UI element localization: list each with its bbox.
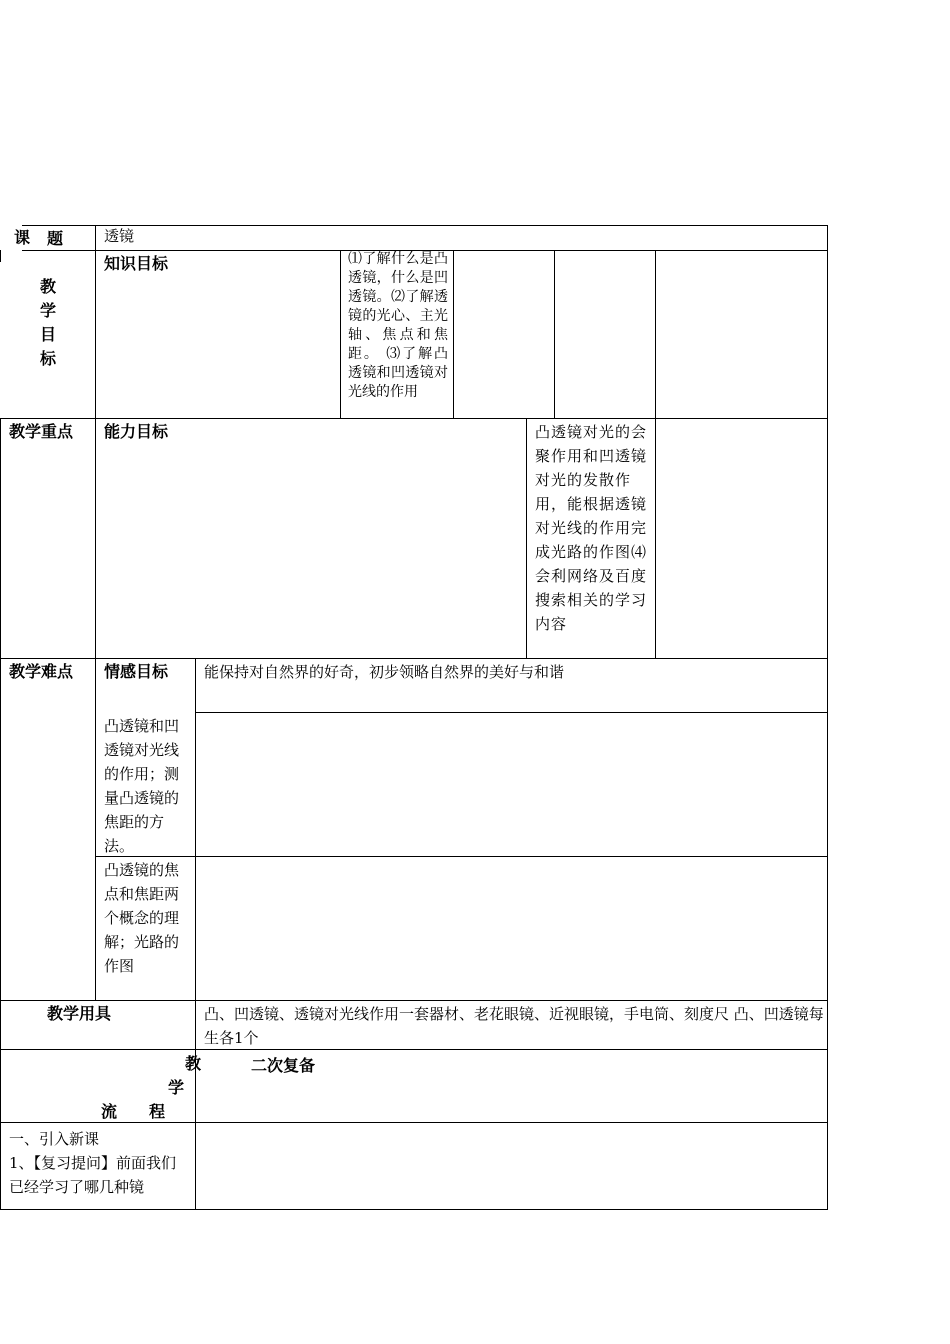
table-line — [655, 250, 656, 658]
goals-char: 目 — [39, 325, 56, 344]
table-line — [554, 250, 555, 418]
tools-text: 凸、凹透镜、透镜对光线作用一套器材、老花眼镜、近视眼镜，手电筒、刻度尺 凸、凹透镜每生各1个 — [204, 1005, 824, 1047]
table-line — [0, 418, 828, 419]
topic-value: 透镜 — [104, 227, 135, 245]
table-border-left — [0, 418, 1, 1210]
table-line — [195, 712, 828, 713]
ti-label: 题 — [47, 229, 64, 248]
ke-fragment: 课 — [14, 228, 31, 247]
table-border-right — [827, 225, 828, 1210]
process-char: 学 — [168, 1078, 185, 1097]
table-line — [526, 418, 527, 658]
revision-label: 二次复备 — [251, 1056, 316, 1075]
goals-char: 教 — [39, 277, 56, 296]
process-char: 教 — [185, 1054, 202, 1073]
table-line — [453, 250, 454, 418]
difficulties-label: 教学难点 — [9, 662, 74, 681]
process-char: 程 — [149, 1102, 166, 1121]
table-line — [95, 225, 96, 1001]
table-line — [95, 856, 828, 857]
key-points-text: 凸透镜和凹透镜对光线的作用；测量凸透镜的焦距的方法。 — [104, 717, 180, 855]
table-line — [0, 658, 828, 659]
emotion-goal-text: 能保持对自然界的好奇，初步领略自然界的美好与和谐 — [204, 663, 565, 681]
table-line — [0, 1122, 828, 1123]
table-line — [340, 250, 341, 418]
goals-label — [38, 275, 58, 371]
table-line — [0, 1000, 828, 1001]
knowledge-goal-label: 知识目标 — [104, 254, 169, 273]
process-char: 流 — [101, 1102, 118, 1121]
key-points-label: 教学重点 — [9, 422, 74, 441]
intro-heading: 一、引入新课 — [9, 1130, 100, 1148]
table-border-top — [22, 225, 828, 226]
knowledge-goal-text: ⑴了解什么是凸透镜，什么是凹透镜。⑵了解透镜的光心、主光轴、焦点和焦距。 ⑶了解凸透镜和凹透镜对光线的作用 — [348, 251, 448, 400]
tools-label: 教学用具 — [47, 1004, 112, 1023]
difficulties-text: 凸透镜的焦点和焦距两个概念的理解；光路的作图 — [104, 861, 180, 975]
table-border-bottom — [0, 1209, 828, 1210]
emotion-goal-label: 情感目标 — [104, 662, 169, 681]
table-border-left-top — [0, 250, 1, 262]
table-line — [195, 658, 196, 1210]
ability-goal-label: 能力目标 — [104, 422, 169, 441]
ability-goal-text: 凸透镜对光的会聚作用和凹透镜对光的发散作用，能根据透镜对光线的作用完成光路的作图⑷会利网络及百度搜索相关的学习内容 — [535, 423, 648, 633]
intro-text: 1、【复习提问】前面我们已经学习了哪几种镜 — [9, 1154, 177, 1196]
goals-char: 标 — [39, 349, 56, 368]
goals-char: 学 — [39, 301, 56, 320]
